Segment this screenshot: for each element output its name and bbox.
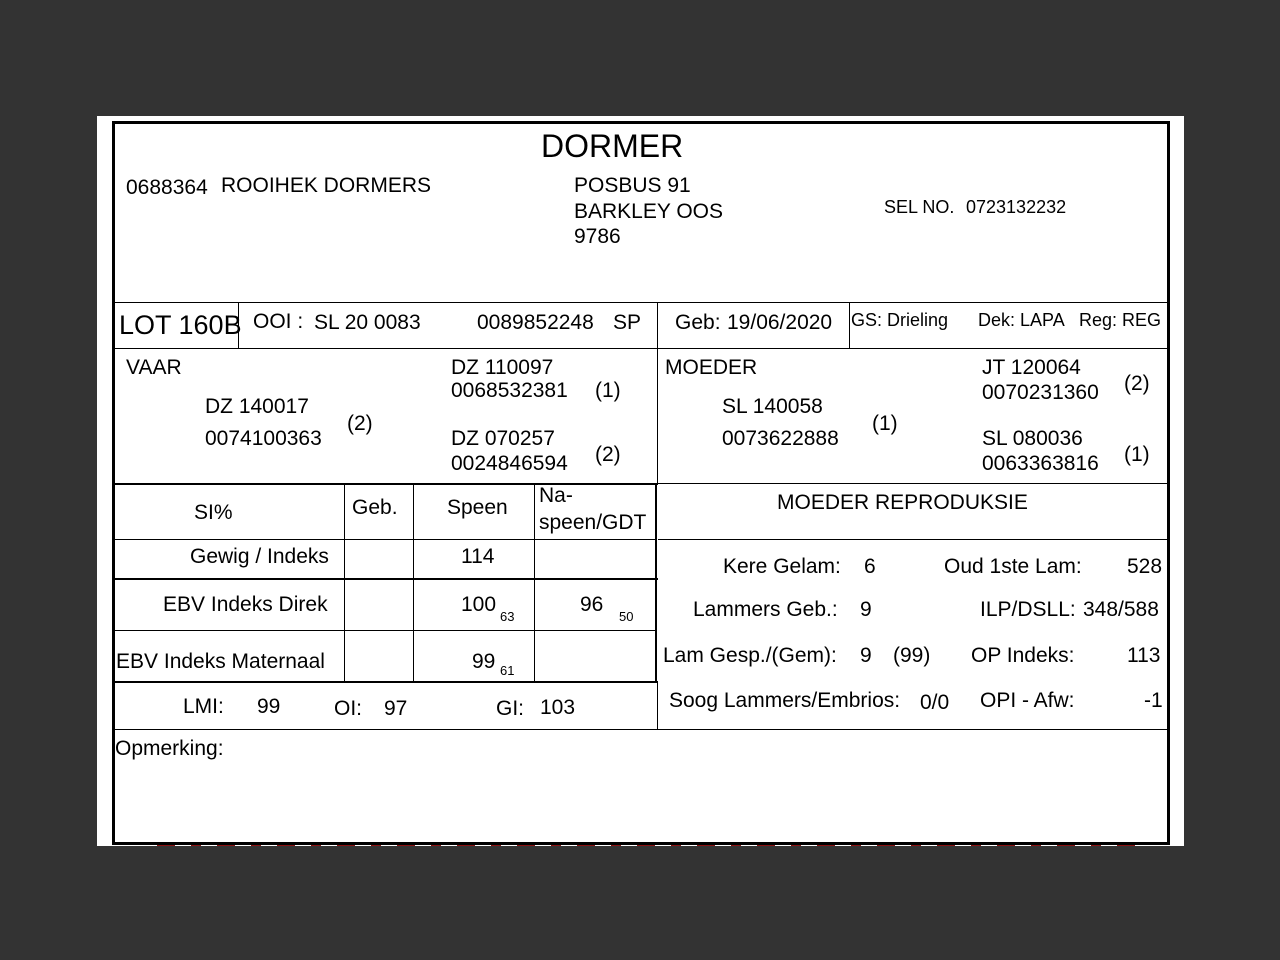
perf-bottom-rule <box>112 681 658 683</box>
birth-label: Geb: <box>675 311 721 334</box>
remarks-top-rule <box>112 729 1170 730</box>
address-line-2: BARKLEY OOS <box>574 200 724 223</box>
oi-value: 97 <box>384 697 408 720</box>
perf-row2-rule <box>112 630 657 631</box>
lot-number: LOT 160B <box>119 310 242 340</box>
phone-number: 0723132232 <box>966 197 1067 217</box>
repro-top-rule <box>658 483 1170 484</box>
gs-value: GS: Drieling <box>851 310 949 330</box>
perf-col-left <box>114 484 115 682</box>
dam-mark: (1) <box>872 412 898 435</box>
gi-value: 103 <box>540 696 576 719</box>
sire-number: 0074100363 <box>205 427 322 450</box>
lmi-label: LMI: <box>183 695 224 718</box>
dam-sire-id: JT 120064 <box>982 356 1081 379</box>
dam-sire-mark: (2) <box>1124 372 1150 395</box>
lot-reg-number: 0089852248 <box>477 311 594 334</box>
remarks-label: Opmerking: <box>115 737 224 760</box>
dam-dam-id: SL 080036 <box>982 427 1083 450</box>
header-speen: Speen <box>447 496 508 519</box>
indices-divider <box>657 682 658 730</box>
perf-col-right <box>655 484 657 682</box>
gi-label: GI: <box>496 697 525 720</box>
sire-dam-id: DZ 070257 <box>451 427 555 450</box>
gesp-value: 9 <box>860 644 872 667</box>
lmi-value: 99 <box>257 695 281 718</box>
sire-sire-mark: (1) <box>595 379 621 402</box>
reg-value: Reg: REG <box>1079 310 1162 330</box>
birth-date: 19/06/2020 <box>727 311 833 334</box>
breed-title: DORMER <box>541 128 684 164</box>
ilp-value: 348/588 <box>1083 598 1159 621</box>
row-direk-speen-sub: 63 <box>500 609 515 624</box>
owner-name: ROOIHEK DORMERS <box>221 174 432 197</box>
header-naspeen-1: Na- <box>539 484 573 507</box>
repro-title: MOEDER REPRODUKSIE <box>777 491 1028 514</box>
phone-label: SEL NO. <box>884 197 955 217</box>
sire-dam-number: 0024846594 <box>451 452 568 475</box>
lot-reg-suffix: SP <box>613 311 642 334</box>
card-bottom-rule <box>112 842 1170 845</box>
lammers-label: Lammers Geb.: <box>693 598 838 621</box>
ooi-label: OOI : <box>253 310 304 333</box>
ilp-label: ILP/DSLL: <box>980 598 1076 621</box>
soog-value: 0/0 <box>920 691 950 714</box>
opi-label: OPI - Afw: <box>980 689 1075 712</box>
divider-lot-top <box>112 302 1170 303</box>
sire-id: DZ 140017 <box>205 395 309 418</box>
lot-card <box>97 116 1184 846</box>
row-direk-naspeen: 96 <box>580 593 604 616</box>
dam-sire-number: 0070231360 <box>982 381 1099 404</box>
opi-value: -1 <box>1144 689 1163 712</box>
op-label: OP Indeks: <box>971 644 1075 667</box>
header-naspeen-2: speen/GDT <box>539 511 647 534</box>
owner-number: 0688364 <box>126 176 208 199</box>
gesp-label: Lam Gesp./(Gem): <box>663 644 837 667</box>
dam-dam-mark: (1) <box>1124 443 1150 466</box>
sire-sire-id: DZ 110097 <box>451 356 554 379</box>
soog-label: Soog Lammers/Embrios: <box>669 689 901 712</box>
perf-top-rule <box>112 483 658 485</box>
row-maternaal-speen: 99 <box>472 650 496 673</box>
divider-lot-v2 <box>657 302 658 484</box>
oud-label: Oud 1ste Lam: <box>944 555 1082 578</box>
ooi-id: SL 20 0083 <box>314 311 421 334</box>
divider-lot-bottom <box>112 348 1170 349</box>
row-maternaal-speen-sub: 61 <box>500 663 515 678</box>
header-geb: Geb. <box>352 496 398 519</box>
op-value: 113 <box>1127 644 1161 667</box>
perf-row1-rule <box>112 578 658 580</box>
perf-col-speen <box>413 484 414 682</box>
sire-sire-number: 0068532381 <box>451 379 568 402</box>
sire-label: VAAR <box>126 356 182 379</box>
repro-header-rule <box>658 539 1170 540</box>
dam-dam-number: 0063363816 <box>982 452 1099 475</box>
dam-number: 0073622888 <box>722 427 839 450</box>
address-line-3: 9786 <box>574 225 621 248</box>
row-maternaal-label: EBV Indeks Maternaal <box>116 650 325 673</box>
dek-value: Dek: LAPA <box>978 310 1065 330</box>
oud-value: 528 <box>1127 555 1163 578</box>
divider-lot-v3 <box>849 302 850 348</box>
address-line-1: POSBUS 91 <box>574 174 691 197</box>
perf-col-geb <box>344 484 345 682</box>
row-gewig-speen: 114 <box>461 545 495 568</box>
sire-mark: (2) <box>347 412 373 435</box>
dam-label: MOEDER <box>665 356 758 379</box>
row-direk-label: EBV Indeks Direk <box>163 593 328 616</box>
oi-label: OI: <box>334 697 363 720</box>
row-direk-naspeen-sub: 50 <box>619 609 634 624</box>
kere-label: Kere Gelam: <box>723 555 841 578</box>
perf-col-naspeen <box>534 484 535 682</box>
header-si: SI% <box>194 501 233 524</box>
sire-dam-mark: (2) <box>595 443 621 466</box>
row-direk-speen: 100 <box>461 593 497 616</box>
dam-id: SL 140058 <box>722 395 823 418</box>
lammers-value: 9 <box>860 598 872 621</box>
gem-value: (99) <box>893 644 931 667</box>
kere-value: 6 <box>864 555 876 578</box>
perf-header-rule <box>112 539 657 540</box>
row-gewig-label: Gewig / Indeks <box>190 545 329 568</box>
